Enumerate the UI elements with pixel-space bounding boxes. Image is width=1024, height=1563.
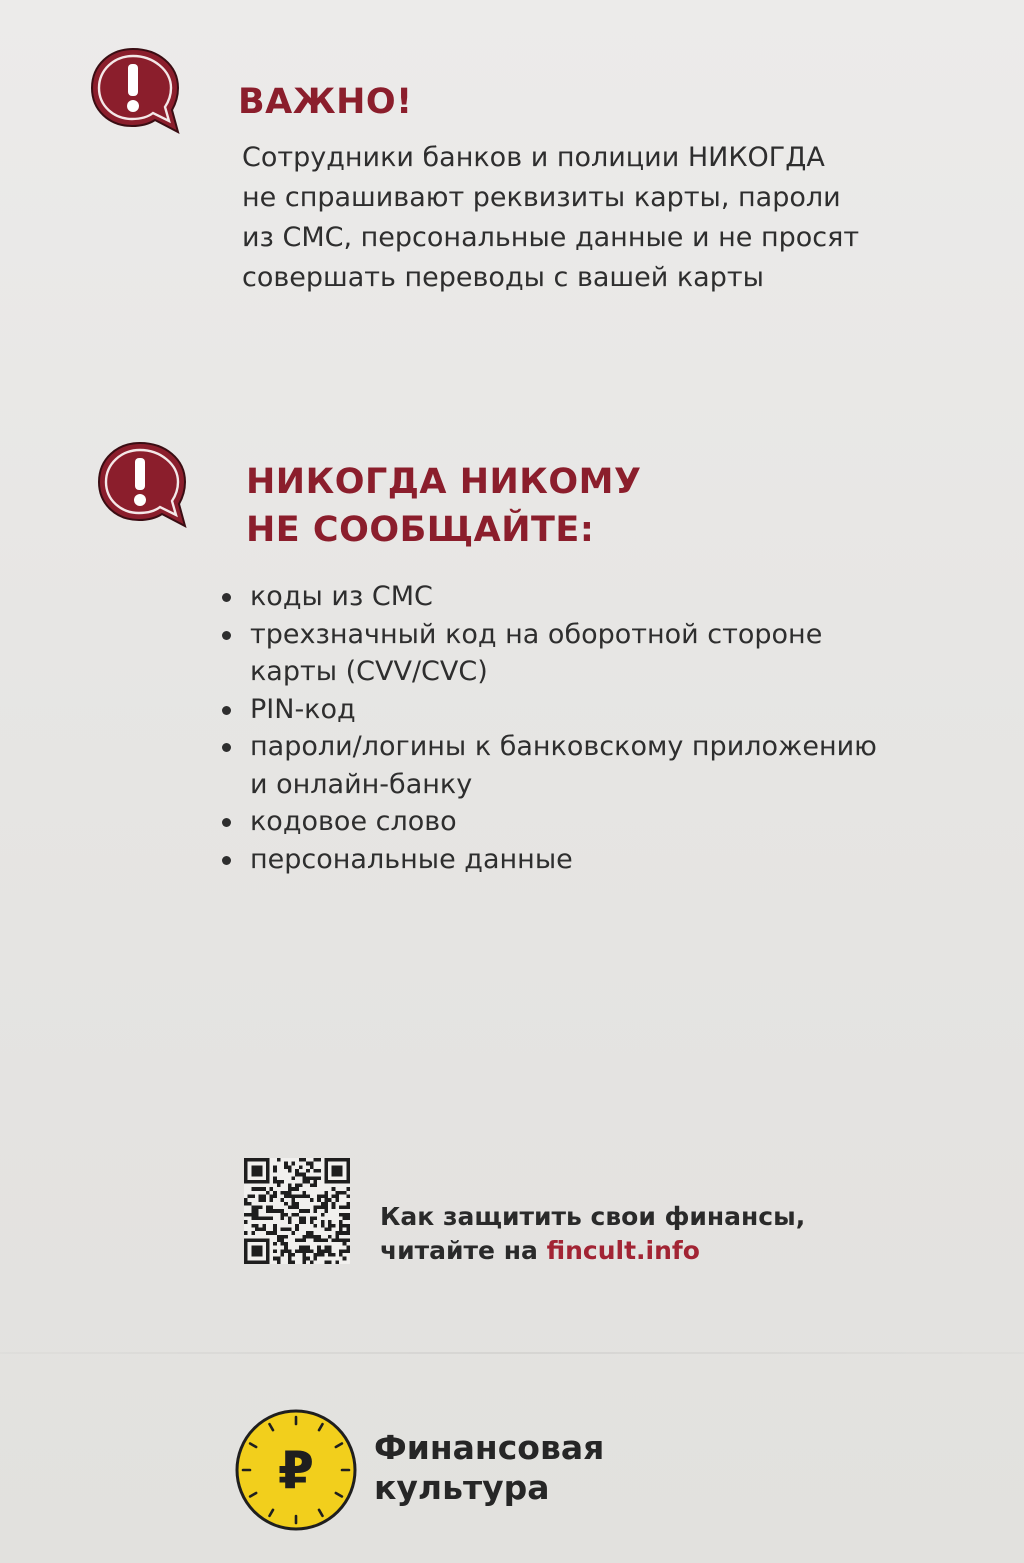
important-line: не спрашивают реквизиты карты, пароли <box>242 182 841 213</box>
important-line: из СМС, персональные данные и не просят <box>242 222 860 253</box>
important-text <box>242 138 922 298</box>
paper-fold <box>0 1352 1024 1354</box>
list-item-text: PIN-код <box>250 693 356 725</box>
exclamation-bubble-icon <box>93 436 189 532</box>
ruble-coin-icon <box>234 1408 358 1532</box>
never-share-title-line: НЕ СООБЩАЙТЕ: <box>246 510 595 550</box>
never-share-title-line: НИКОГДА НИКОМУ <box>246 462 642 502</box>
logo-name-line: культура <box>374 1468 550 1507</box>
fincult-text <box>380 1200 940 1268</box>
list-item-text: коды из СМС <box>250 581 433 612</box>
list-item <box>218 616 978 691</box>
list-item-text: кодовое слово <box>250 806 457 837</box>
qr-code-icon[interactable] <box>244 1158 350 1264</box>
exclamation-bubble-icon <box>86 42 182 138</box>
list-item-text: карты (CVV/CVC) <box>250 656 488 687</box>
important-line: Сотрудники банков и полиции НИКОГДА <box>242 142 825 173</box>
list-item-text: трехзначный код на оборотной стороне <box>250 618 823 650</box>
list-item-text: персональные данные <box>250 843 573 875</box>
fincult-line <box>380 1234 940 1268</box>
ruble-symbol: ₽ <box>277 1441 315 1501</box>
list-item-text: и онлайн-банку <box>250 768 473 800</box>
fincult-line: Как защитить свои финансы, <box>380 1202 806 1231</box>
never-share-title <box>246 458 641 554</box>
important-title: ВАЖНО! <box>238 82 413 122</box>
never-share-list <box>218 578 978 878</box>
fincult-link[interactable]: fincult.info <box>546 1236 700 1265</box>
important-line: совершать переводы с вашей карты <box>242 262 764 293</box>
fincult-prefix: читайте на <box>380 1236 547 1265</box>
list-item <box>218 841 978 879</box>
list-item <box>218 578 978 616</box>
logo-name-line: Финансовая <box>374 1428 605 1467</box>
list-item <box>218 728 978 803</box>
list-item <box>218 803 978 841</box>
list-item <box>218 691 978 729</box>
list-item-text: пароли/логины к банковскому приложению <box>250 731 877 762</box>
logo-name <box>374 1428 604 1508</box>
